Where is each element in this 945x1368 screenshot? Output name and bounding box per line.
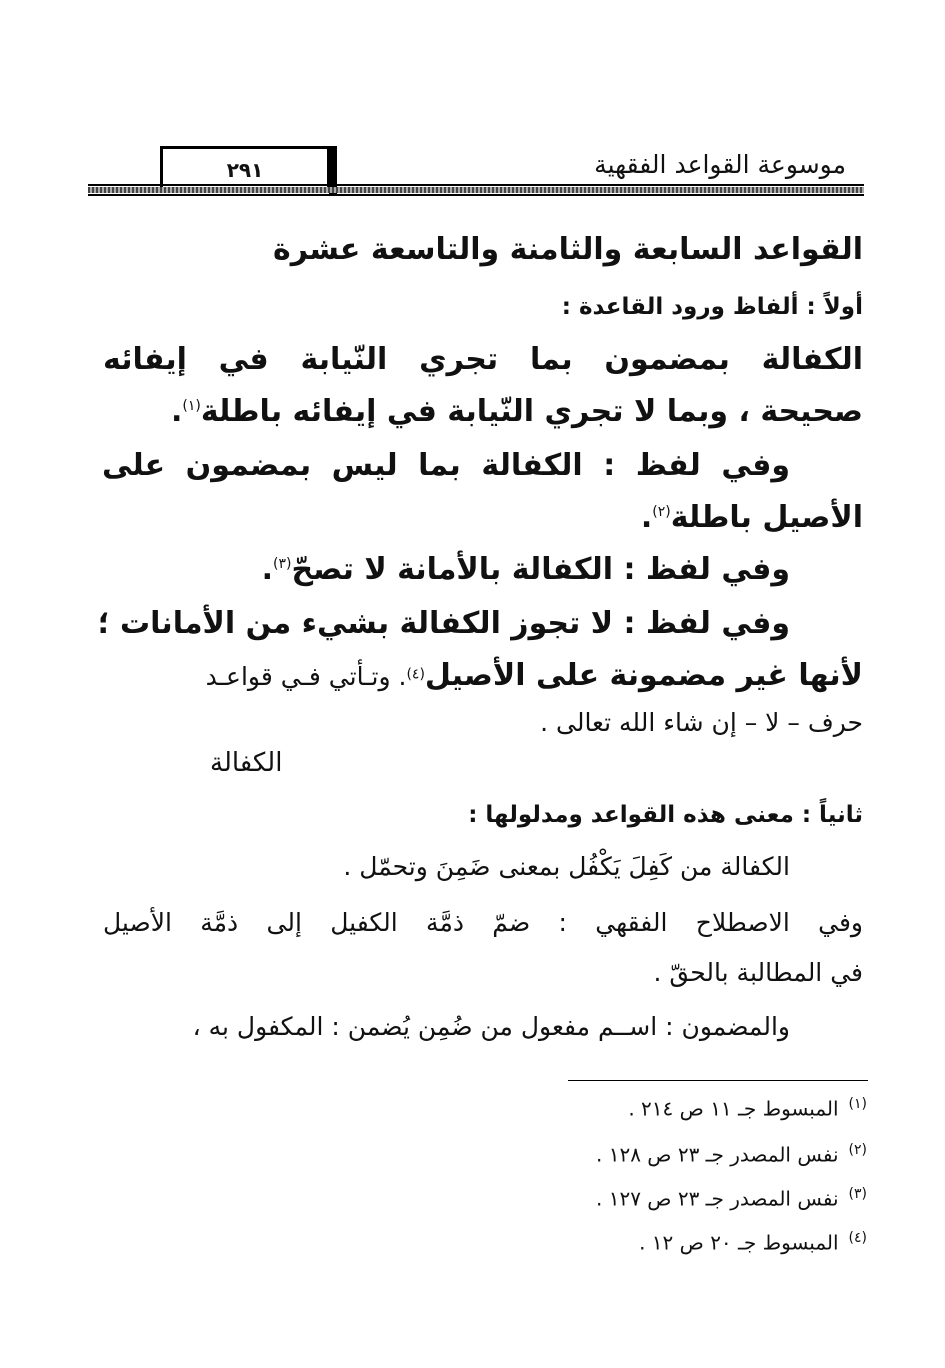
- section-heading: القواعد السابعة والثامنة والتاسعة عشرة: [272, 232, 863, 267]
- body-text-line: [103, 908, 863, 937]
- footnote-separator: [568, 1080, 868, 1081]
- footnote-text: نفس المصدر جـ ٢٣ ص ١٢٨ .: [595, 1142, 839, 1167]
- footnote-number: (٣): [848, 1186, 867, 1202]
- rule-text: وفي لفظ : الكفالة بالأمانة لا تصحّ: [291, 552, 790, 587]
- body-text: حرف – لا – إن شاء الله تعالى .: [540, 708, 863, 737]
- footnote-ref: (١): [182, 398, 201, 414]
- body-text: الكفالة من كَفِلَ يَكْفُل بمعنى ضَمِنَ وتحمّل .: [343, 852, 790, 881]
- page-number: ٢٩١: [226, 157, 264, 182]
- footnote-text: المبسوط جـ ٢٠ ص ١٢ .: [639, 1230, 839, 1255]
- body-text: والمضمون : اســم مفعول من ضُمِن يُضمن : المكفول به ،: [192, 1012, 790, 1041]
- rule-text: الأصيل باطلة: [670, 500, 863, 535]
- body-text: . وتـأتي فـي قواعـد: [205, 662, 407, 691]
- footnote-text: المبسوط جـ ١١ ص ٢١٤ .: [628, 1096, 839, 1121]
- center-term: الكفالة: [210, 748, 283, 778]
- rule-text-line: وفي لفظ : الكفالة بالأمانة لا تصحّ$^{(٣)}$.: [261, 552, 790, 587]
- running-title: موسوعة القواعد الفقهية: [594, 150, 846, 179]
- page-header: [88, 140, 864, 200]
- section2-label: ثانياً : معنى هذه القواعد ومدلولها :: [468, 802, 863, 828]
- body-text: وفي الاصطلاح الفقهي : ضمّ ذمَّة الكفيل إلى ذمَّة الأصيل: [103, 908, 863, 937]
- header-rule-bottom: [88, 194, 864, 196]
- body-text: في المطالبة بالحقّ .: [653, 958, 863, 987]
- rule-text-line: [206, 658, 863, 693]
- rule-text-line: صحيحة ، وبما لا تجري النّيابة في إيفائه باطلة$^{(١)}$.: [170, 394, 863, 429]
- header-rule-top: [88, 184, 864, 186]
- footnote-ref: (٤): [406, 666, 425, 683]
- footnote: [596, 1186, 867, 1211]
- rule-text: لأنها غير مضمونة على الأصيل: [424, 658, 863, 693]
- footnote-ref: (٣): [272, 556, 292, 572]
- footnote: [596, 1142, 867, 1167]
- rule-text-line: الأصيل باطلة$^{(٢)}$.: [640, 500, 863, 535]
- footnote-number: (٢): [848, 1142, 867, 1158]
- rule-text: وفي لفظ : الكفالة بما ليس بمضمون على: [102, 448, 790, 483]
- footnote-number: (١): [848, 1096, 867, 1112]
- header-rule-band: [88, 187, 864, 193]
- rule-text-line: [98, 606, 790, 641]
- footnote-number: (٤): [848, 1230, 867, 1246]
- footnote: [639, 1230, 867, 1255]
- rule-text-line: [103, 342, 863, 377]
- rule-text: الكفالة بمضمون بما تجري النّيابة في إيفائه: [103, 342, 863, 377]
- rule-text-line: [102, 448, 790, 483]
- rule-text: صحيحة ، وبما لا تجري النّيابة في إيفائه باطلة: [200, 394, 863, 429]
- footnote: [628, 1096, 867, 1121]
- rule-text: وفي لفظ : لا تجوز الكفالة بشيء من الأمانات ؛: [97, 606, 790, 641]
- section1-label: أولاً : ألفاظ ورود القاعدة :: [561, 294, 863, 320]
- footnote-ref: (٢): [652, 504, 671, 520]
- footnote-text: نفس المصدر جـ ٢٣ ص ١٢٧ .: [595, 1186, 839, 1211]
